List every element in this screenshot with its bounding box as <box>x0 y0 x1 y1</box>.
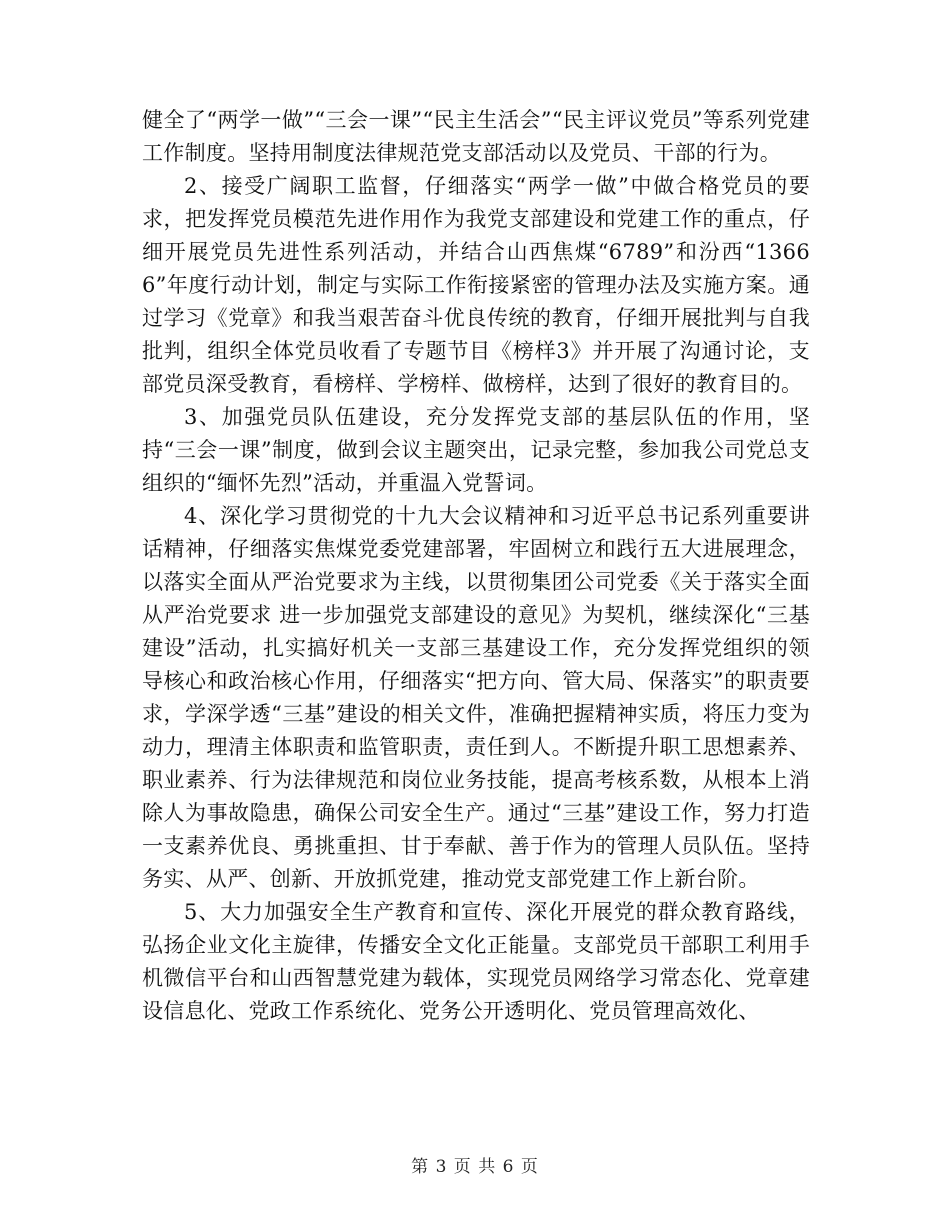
page-number-footer: 第 3 页 共 6 页 <box>411 1157 539 1177</box>
paragraph-3: 3、加强党员队伍建设，充分发挥党支部的基层队伍的作用，坚持“三会一课”制度，做到会议主题突出，记录完整，参加我公司党总支组织的“缅怀先烈”活动，并重温入党誓词。 <box>142 405 810 495</box>
paragraph-2: 2、接受广阔职工监督，仔细落实“两学一做”中做合格党员的要求，把发挥党员模范先进作用作为我党支部建设和党建工作的重点，仔细开展党员先进性系列活动，并结合山西焦煤“6789”和汾西“13666”年度行动计划，制定与实际工作衔接紧密的管理办法及实施方案。通过学习《党章》和我当艰苦奋斗优良传统的教育，仔细开展批判与自我批判，组织全体党员收看了专题节目《榜样3》并开展了沟通讨论，支部党员深受教育，看榜样、学榜样、做榜样，达到了很好的教育目的。 <box>142 174 810 396</box>
paragraph-1: 健全了“两学一做”“三会一课”“民主生活会”“民主评议党员”等系列党建工作制度。坚持用制度法律规范党支部活动以及党员、干部的行为。 <box>142 108 810 165</box>
paragraph-5: 5、大力加强安全生产教育和宣传、深化开展党的群众教育路线，弘扬企业文化主旋律，传播安全文化正能量。支部党员干部职工利用手机微信平台和山西智慧党建为载体，实现党员网络学习常态化、党章建设信息化、党政工作系统化、党务公开透明化、党员管理高效化、 <box>142 900 810 1023</box>
document-body <box>142 104 810 1028</box>
paragraph-4: 4、深化学习贯彻党的十九大会议精神和习近平总书记系列重要讲话精神，仔细落实焦煤党委党建部署，牢固树立和践行五大进展理念，以落实全面从严治党要求为主线，以贯彻集团公司党委《关于落实全面从严治党要求 进一步加强党支部建设的意见》为契机，继续深化“三基建设”活动，扎实搞好机关一支部三基建设工作，充分发挥党组织的领导核心和政治核心作用，仔细落实“把方向、管大局、保落实”的职责要求，学深学透“三基”建设的相关文件，准确把握精神实质，将压力变为动力，理清主体职责和监管职责，责任到人。不断提升职工思想素养、职业素养、行为法律规范和岗位业务技能，提高考核系数，从根本上消除人为事故隐患，确保公司安全生产。通过“三基”建设工作，努力打造一支素养优良、勇挑重担、甘于奉献、善于作为的管理人员队伍。坚持务实、从严、创新、开放抓党建，推动党支部党建工作上新台阶。 <box>142 504 810 891</box>
